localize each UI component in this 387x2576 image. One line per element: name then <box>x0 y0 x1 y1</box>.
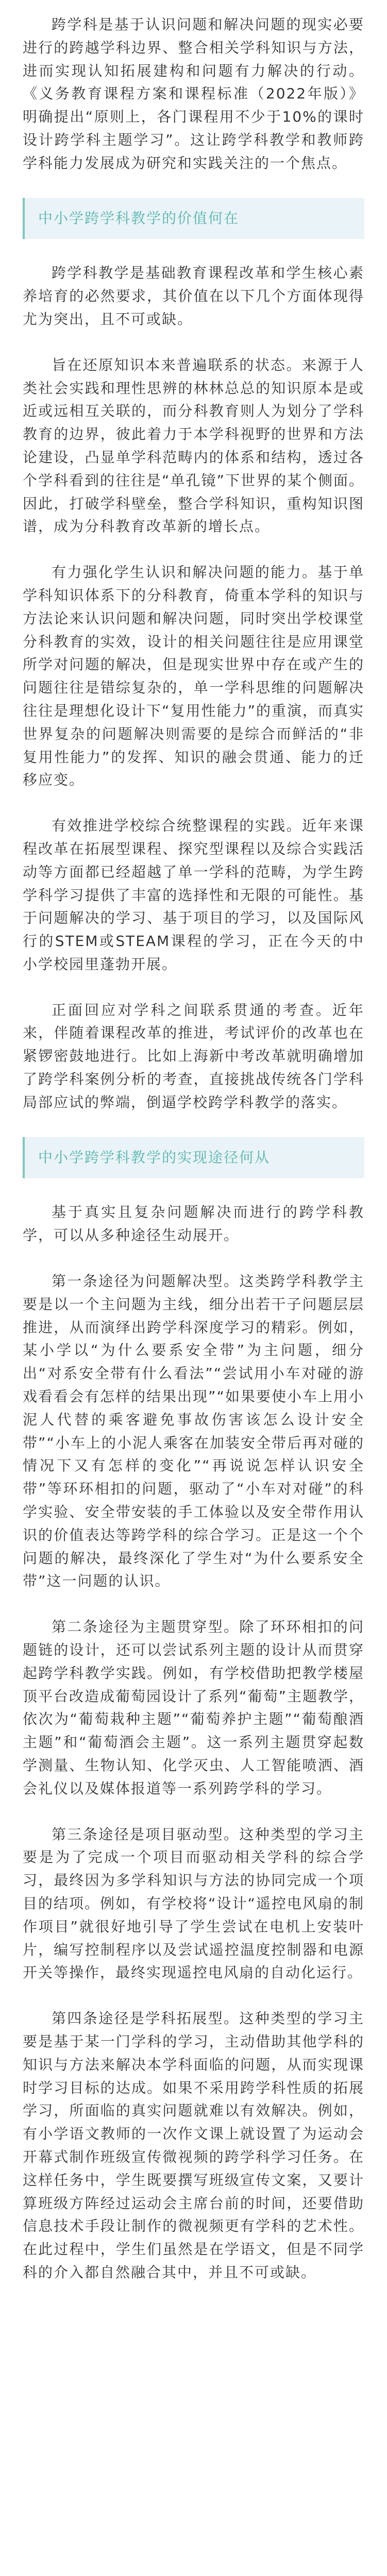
intro-paragraph: 跨学科是基于认识问题和解决问题的现实必要进行的跨越学科边界、整合相关学科知识与方法，进而实现认知拓展建构和问题有力解决的行动。《义务教育课程方案和课程标准（2022年版）》明确提出“原则上，各门课程用不少于10%的课时设计跨学科主题学习”。这让跨学科教学和教师跨学科能力发展成为研究和实践关注的一个焦点。 <box>23 16 364 172</box>
section-heading <box>23 198 364 240</box>
heading-accent-bar <box>23 1137 25 1179</box>
body-paragraph: 旨在还原知识本来普遍联系的状态。来源于人类社会实践和理性思辨的林林总总的知识原本是或近或远相互关联的，而分科教育则人为划分了学科教育的边界，彼此着力于本学科视野的世界和方法论建设，凸显单学科范畴内的体系和结构，透过各个学科看到的往往是“单孔镜”下世界的某个侧面。因此，打破学科壁垒，整合学科知识，重构知识图谱，成为分科教育改革新的增长点。 <box>23 356 365 535</box>
section-title: 中小学跨学科教学的价值何在 <box>38 209 240 227</box>
body-paragraph: 基于真实且复杂问题解决而进行的跨学科教学，可以从多种途径生动展开。 <box>23 1204 364 1244</box>
section-heading <box>23 1137 364 1179</box>
section-title: 中小学跨学科教学的实现途径何从 <box>38 1148 271 1166</box>
body-paragraph: 第四条途径是学科拓展型。这种类型的学习主要是基于某一门学科的学习，主动借助其他学科的知识与方法来解决本学科面临的问题，从而实现课时学习目标的达成。如果不采用跨学科性质的拓展学习，所面临的真实问题就难以有效解决。例如，有小学语文教师的一次作文课上就设置了为运动会开幕式制作班级宣传微视频的跨学科学习任务。在这样任务中，学生既要撰写班级宣传文案，又要计算班级方阵经过运动会主席台前的时间，还要借助信息技术手段让制作的微视频更有学科的艺术性。在此过程中，学生们虽然是在学语文，但是不同学科的介入都自然融合其中，并且不可或缺。 <box>23 2010 364 2281</box>
body-paragraph: 第三条途径是项目驱动型。这种类型的学习主要是为了完成一个项目而驱动相关学科的综合学习，最终因为多学科知识与方法的协同完成一个项目的结项。例如，有学校将“设计“遥控电风扇的制作项目”就很好地引导了学生尝试在电机上安装叶片，编写控制程序以及尝试遥控温度控制器和电源开关等操作，最终实现遥控电风扇的自动化运行。 <box>23 1825 365 1981</box>
body-paragraph: 跨学科教学是基础教育课程改革和学生核心素养培育的必然要求，其价值在以下几个方面体现得尤为突出，且不可或缺。 <box>23 264 364 328</box>
body-paragraph: 有效推进学校综合统整课程的实践。近年来课程改革在拓展型课程、探究型课程以及综合实践活动等方面都已经超越了单一学科的范畴，为学生跨学科学习提供了丰富的选择性和无限的可能性。基于问题解决的学习、基于项目的学习，以及国际风行的STEM或STEAM课程的学习，正在今天的中小学校园里蓬勃开展。 <box>23 817 364 973</box>
heading-accent-bar <box>23 198 25 240</box>
body-paragraph: 第一条途径为问题解决型。这类跨学科教学主要是以一个主问题为主线，细分出若干子问题层层推进，从而演绎出跨学科深度学习的精彩。例如，某小学以“为什么要系安全带”为主问题，细分出“对系安全带有什么看法”“尝试用小车对碰的游戏看看会有怎样的结果出现”“如果要使小车上用小泥人代替的乘客避免事故伤害该怎么设计安全带”“小车上的小泥人乘客在加装安全带后再对碰的情况下又有怎样的变化”“再说说怎样认识安全带”等环环相扣的问题，驱动了“小车对对碰”的科学实验、安全带安装的手工体验以及安全带作用认识的价值表达等跨学科的综合学习。正是这一个个问题的解决，最终深化了学生对“为什么要系安全带”这一问题的认识。 <box>23 1273 365 1590</box>
body-paragraph: 有力强化学生认识和解决问题的能力。基于单学科知识体系下的分科教育，倚重本学科的知识与方法论来认识问题和解决问题，同时突出学校课堂分科教育的实效，设计的相关问题往往是应用课堂所学对问题的解决，但是现实世界中存在或产生的问题往往是错综复杂的，单一学科思维的问题解决往往是理想化设计下“复用性能力”的重演，而真实世界复杂的问题解决则需要的是综合而鲜活的“非复用性能力”的发挥、知识的融会贯通、能力的迁移应变。 <box>23 564 365 789</box>
body-paragraph: 正面回应对学科之间联系贯通的考查。近年来，伴随着课程改革的推进，考试评价的改革也在紧锣密鼓地进行。比如上海新中考改革就明确增加了跨学科案例分析的考查，直接挑战传统各门学科局部应试的弊端，倒逼学校跨学科教学的落实。 <box>23 1001 364 1111</box>
body-paragraph: 第二条途径为主题贯穿型。除了环环相扣的问题链的设计，还可以尝试系列主题的设计从而贯穿起跨学科教学实践。例如，有学校借助把教学楼屋顶平台改造成葡萄园设计了系列“葡萄”主题教学，依次为“葡萄栽种主题”“葡萄养护主题”“葡萄酿酒主题”和“葡萄酒会主题”。这一系列主题贯穿起数学测量、生物认知、化学灭虫、人工智能喷洒、酒会礼仪以及媒体报道等一系列跨学科的学习。 <box>23 1618 365 1797</box>
